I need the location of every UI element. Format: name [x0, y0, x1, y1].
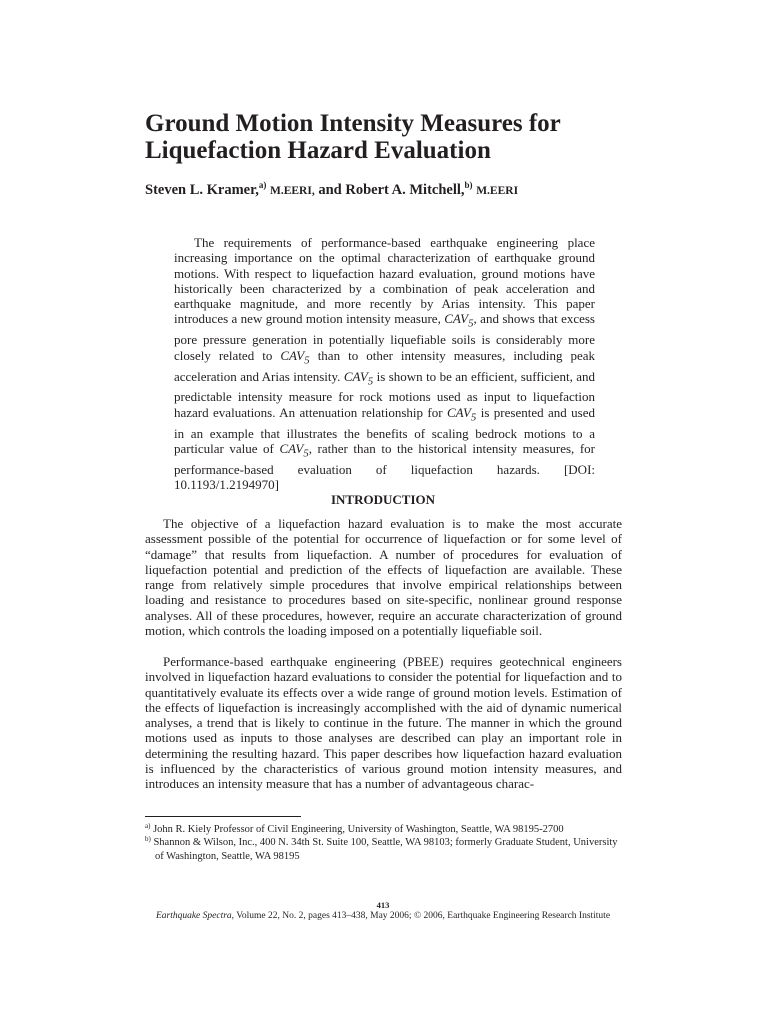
abstract — [174, 235, 595, 492]
intro-paragraph-2: Performance-based earthquake engineering (PBEE) requires geotechnical engineers involved in liquefaction hazard evaluations to consider the potential for liquefaction and to quantitatively evaluate its effects over a wide range of ground motion levels. Estimation of the effects of liquefaction is increasingly accomplished with the aid of dynamic numerical analyses, a trend that is likely to continue in the future. The manner in which the ground motions used as inputs to those analyses are described can play an important role in determining the resulting hazard. This paper describes how liquefaction hazard evaluation is influenced by the characteristics of various ground motion intensity measures, and introduces an intensity measure that has a number of advantageous charac- — [145, 654, 622, 791]
page-number: 413 — [376, 900, 390, 910]
section-heading-introduction: INTRODUCTION — [330, 492, 435, 507]
cav5-symbol: $CAV_5$ — [444, 311, 474, 331]
footnote-b — [145, 833, 625, 863]
journal-name: Earthquake Spectra, — [155, 911, 235, 921]
footnote-a-mark: a) — [145, 822, 151, 830]
author-1-name: Steven L. Kramer, — [145, 182, 259, 198]
abstract-text-3: than to other intensity measures, including peak acceleration and Arias intensity. — [174, 347, 595, 384]
abstract-text-4: is shown to be an efficient, sufficient, and predictable intensity measure for rock motions used as input to liquefaction hazard evaluations. An attenuation relationship for — [174, 368, 596, 420]
footnote-a-text: John R. Kiely Professor of Civil Engineering, University of Washington, Seattle, WA 98195-2700 — [153, 824, 564, 835]
cav5-symbol: $CAV_5$ — [279, 440, 309, 460]
doi-link[interactable]: [DOI: 10.1193/1.2194970] — [174, 461, 596, 493]
intro-paragraph-1: The objective of a liquefaction hazard evaluation is to make the most accurate assessment possible of the potential for occurrence of liquefaction or for some level of “damage” that results from liquefaction. A number of procedures for evaluation of liquefaction potential and prediction of the effects of liquefaction are available. These range from relatively simple procedures that involve empirical relationships between loading and resistance to procedures based on site-specific, nonlinear ground response analyses. All of these procedures, however, require an accurate characterization of ground motion, which controls the loading imposed on a potentially liquefiable soil. — [145, 516, 622, 638]
cav5-symbol: $CAV_5$ — [446, 404, 477, 424]
paper-title: Ground Motion Intensity Measures for Liquefaction Hazard Evaluation — [145, 110, 561, 164]
abstract-text-6: , rather than to the historical intensity measures, for performance-based evaluation of liquefaction hazards. — [174, 440, 595, 477]
author-2-name: Robert A. Mitchell, — [345, 182, 465, 198]
abstract-text-2: , and shows that excess pore pressure generation in potentially liquefiable soils is considerably more closely related to — [174, 311, 595, 363]
author-2-affiliation: M.EERI — [476, 185, 519, 197]
author-line — [145, 180, 665, 199]
abstract-text-5: is presented and used in an example that illustrates the benefits of scaling bedrock motions to a particular value of — [174, 404, 596, 456]
journal-citation — [145, 911, 621, 921]
footnote-b-text: Shannon & Wilson, Inc., 400 N. 34th St. Suite 100, Seattle, WA 98103; formerly Graduate Student, University of Washington, Seattle, WA 98195 — [153, 837, 618, 862]
footnote-b-mark: b) — [145, 835, 151, 843]
cav5-symbol: $CAV_5$ — [343, 368, 374, 388]
author-1-footnote-mark: a) — [258, 180, 267, 190]
abstract-text-1: The requirements of performance-based earthquake engineering place increasing importance on the optimal characterization of earthquake ground motions. With respect to liquefaction hazard evaluation, ground motions have historically been characterized by a combination of peak acceleration and earthquake magnitude, and more recently by Arias intensity. This paper introduces a new ground motion intensity measure, — [174, 235, 595, 327]
author-conjunction: and — [318, 182, 342, 198]
cav5-symbol: $CAV_5$ — [280, 347, 310, 367]
citation-details: Volume 22, No. 2, pages 413–438, May 2006; © 2006, Earthquake Engineering Research Institute — [236, 911, 611, 921]
footnote-divider — [145, 816, 301, 817]
author-1-affiliation: M.EERI, — [269, 185, 315, 197]
author-2-footnote-mark: b) — [464, 180, 473, 190]
